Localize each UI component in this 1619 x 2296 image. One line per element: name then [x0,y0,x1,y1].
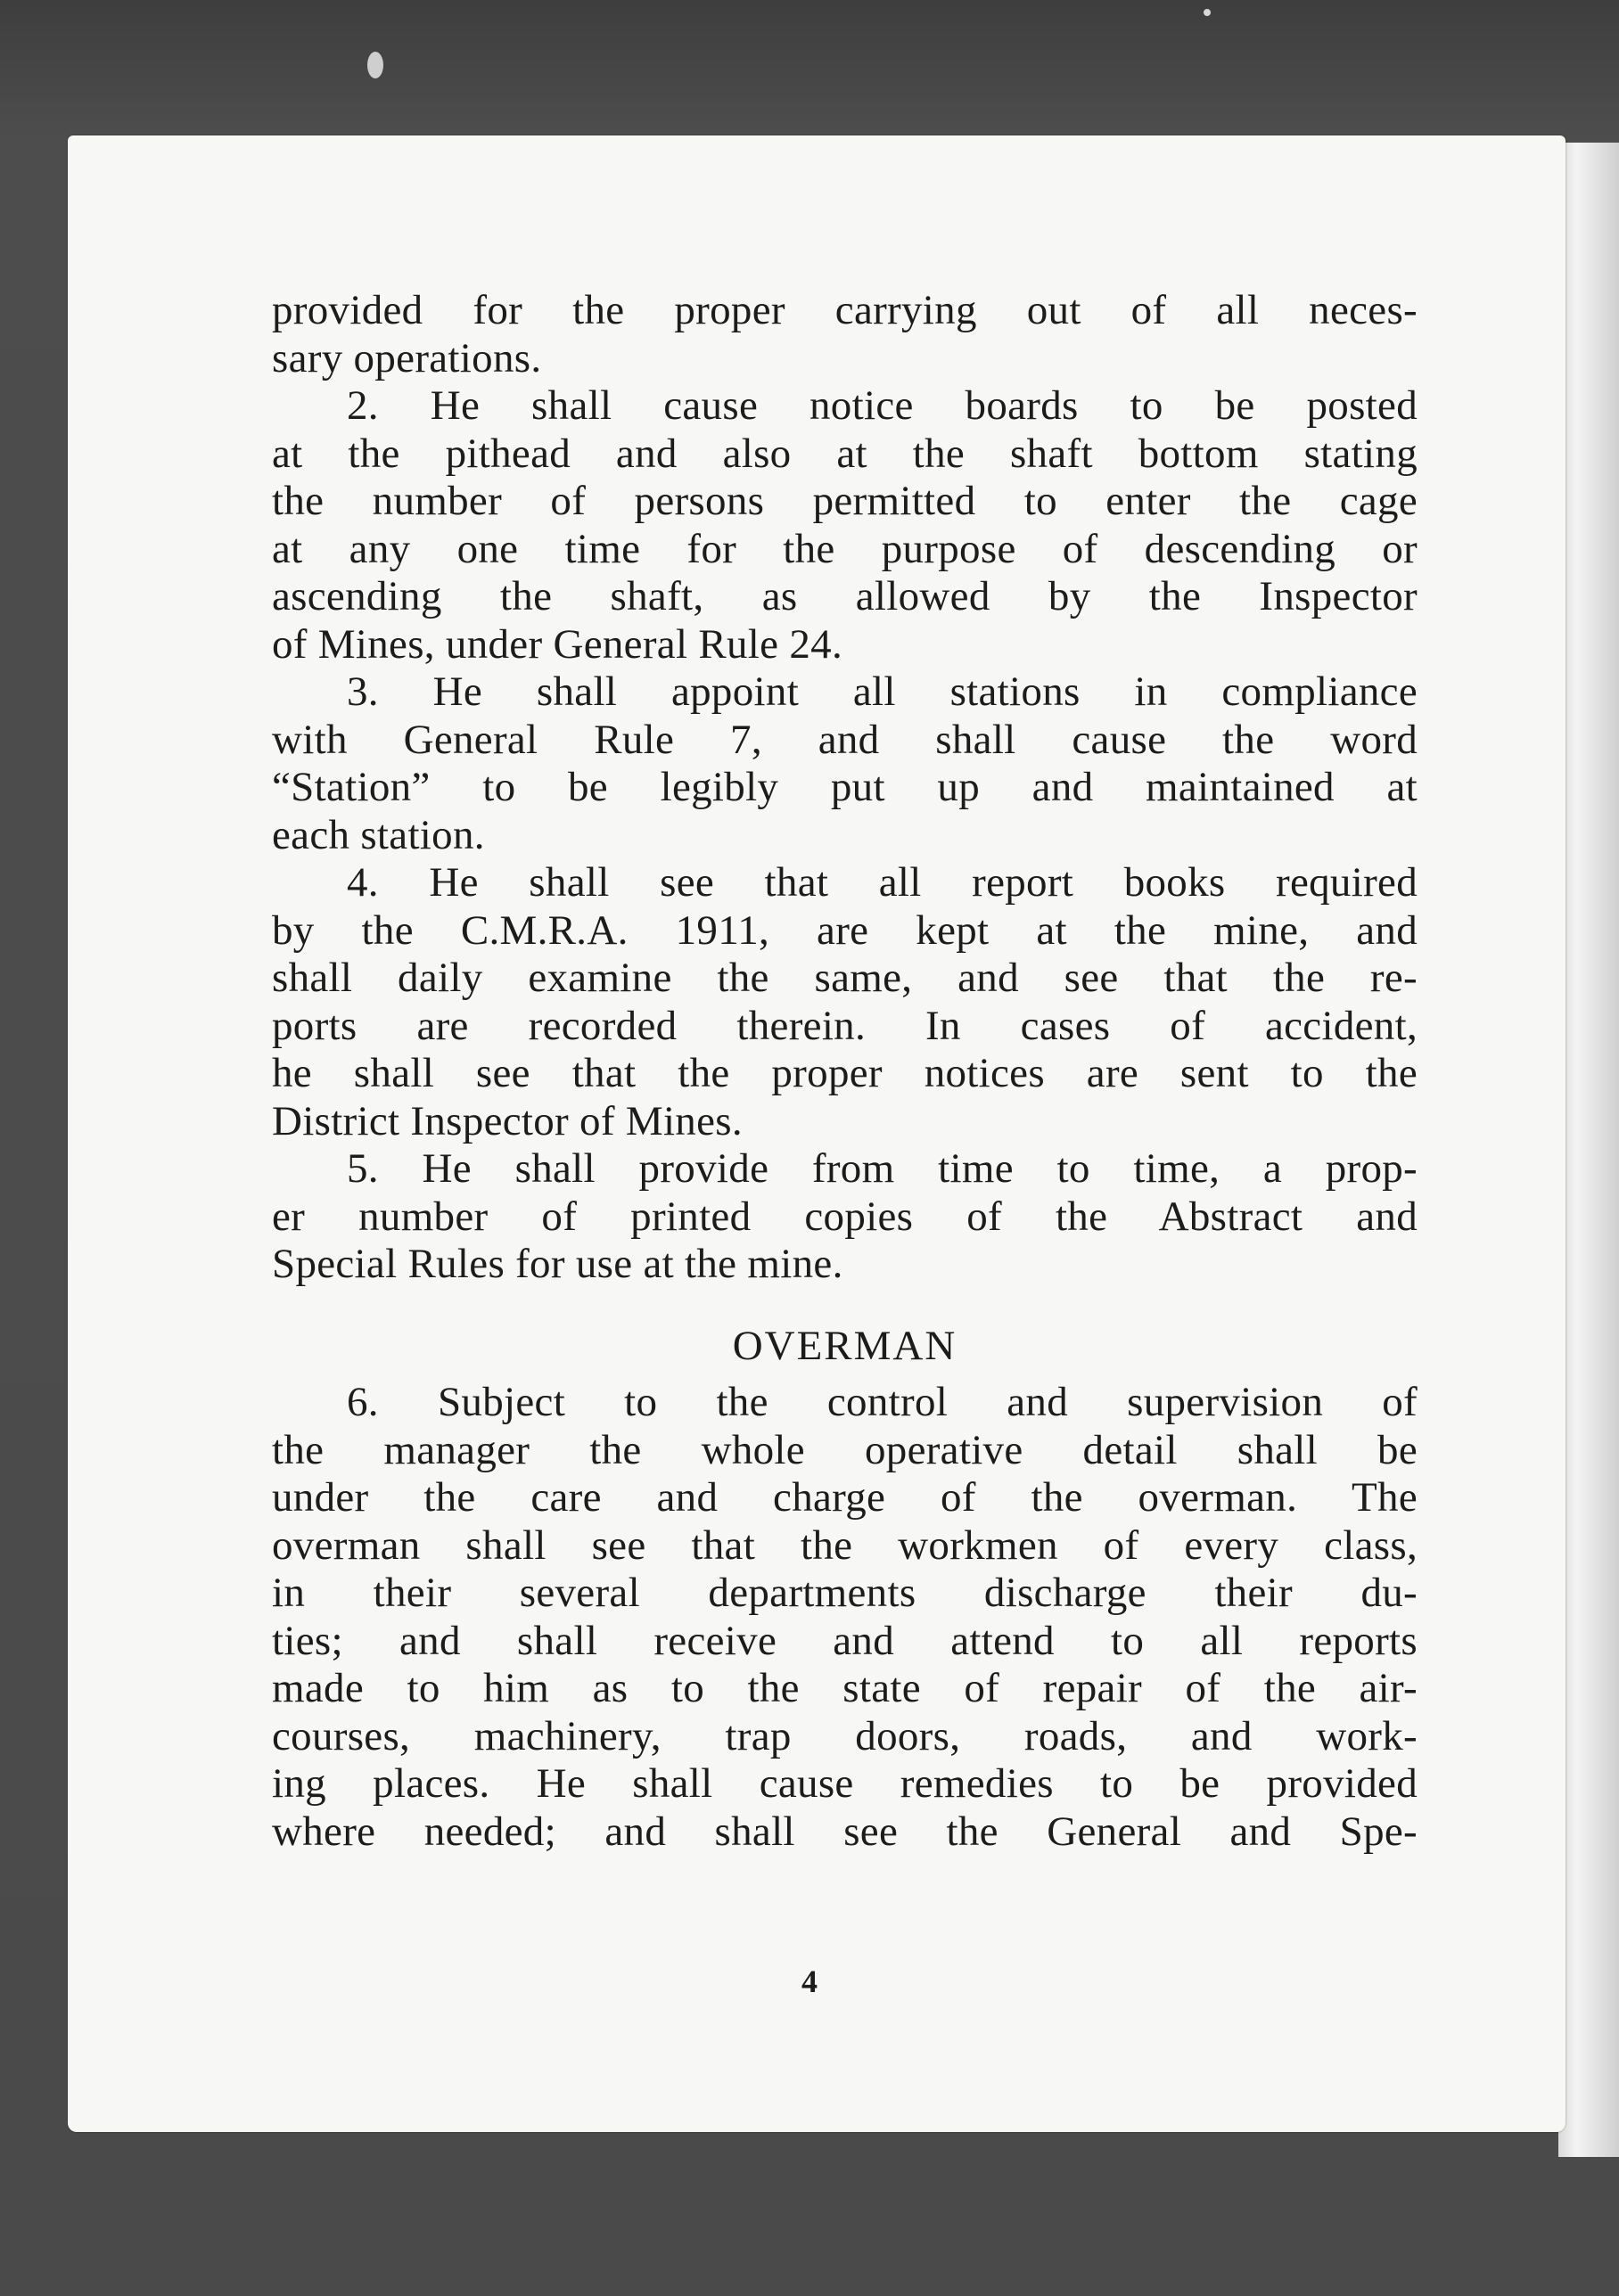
paragraph-1 [272,287,1418,382]
text-line: with General Rule 7, and shall cause the word [272,716,1418,763]
text-line: the manager the whole operative detail shall be [272,1426,1418,1473]
text-line: 3. He shall appoint all stations in compliance [347,668,1418,715]
text-line: each station. [272,811,485,858]
paragraph-3 [272,668,1418,859]
text-line: 6. Subject to the control and supervision of [347,1379,1418,1425]
dust-speck [367,52,383,78]
text-line: provided for the proper carrying out of all neces- [272,287,1418,333]
text-line: he shall see that the proper notices are sent to the [272,1050,1418,1096]
text-line: District Inspector of Mines. [272,1097,743,1144]
text-line: ties; and shall receive and attend to all reports [272,1617,1418,1664]
text-line: in their several departments discharge their du- [272,1570,1418,1616]
text-line: courses, machinery, trap doors, roads, and work- [272,1712,1418,1759]
text-line: shall daily examine the same, and see that the re- [272,955,1418,1001]
paragraph-6 [272,1379,1418,1856]
text-line: at the pithead and also at the shaft bottom stating [272,430,1418,477]
text-line: under the care and charge of the overman. The [272,1474,1418,1521]
paragraph-2 [272,382,1418,668]
text-line: made to him as to the state of repair of the air- [272,1665,1418,1711]
text-line: ascending the shaft, as allowed by the Inspector [272,573,1418,619]
text-line: by the C.M.R.A. 1911, are kept at the mine, and [272,906,1418,954]
page-body [272,287,1418,1856]
adjacent-page-edge [1558,143,1619,2157]
dust-speck [1204,9,1211,16]
paragraph-5 [272,1145,1418,1289]
paragraph-4 [272,859,1418,1145]
section-heading: OVERMAN [732,1322,957,1369]
text-line: ports are recorded therein. In cases of accident, [272,1002,1418,1049]
text-line: ing places. He shall cause remedies to be provided [272,1760,1418,1807]
text-line: 5. He shall provide from time to time, a prop- [347,1145,1418,1192]
text-line: where needed; and shall see the General and Spe- [272,1808,1418,1855]
text-line: overman shall see that the workmen of every class, [272,1521,1418,1569]
text-line: “Station” to be legibly put up and maintained at [272,764,1418,810]
text-line: the number of persons permitted to enter the cage [272,478,1418,524]
text-line: 2. He shall cause notice boards to be posted [347,382,1418,429]
text-line: sary operations. [272,334,542,381]
text-line: Special Rules for use at the mine. [272,1241,843,1287]
text-line: 4. He shall see that all report books required [347,859,1418,906]
text-line: of Mines, under General Rule 24. [272,620,843,668]
page-number: 4 [801,1964,818,1999]
text-line: er number of printed copies of the Abstract and [272,1193,1418,1240]
text-line: at any one time for the purpose of descending or [272,525,1418,572]
